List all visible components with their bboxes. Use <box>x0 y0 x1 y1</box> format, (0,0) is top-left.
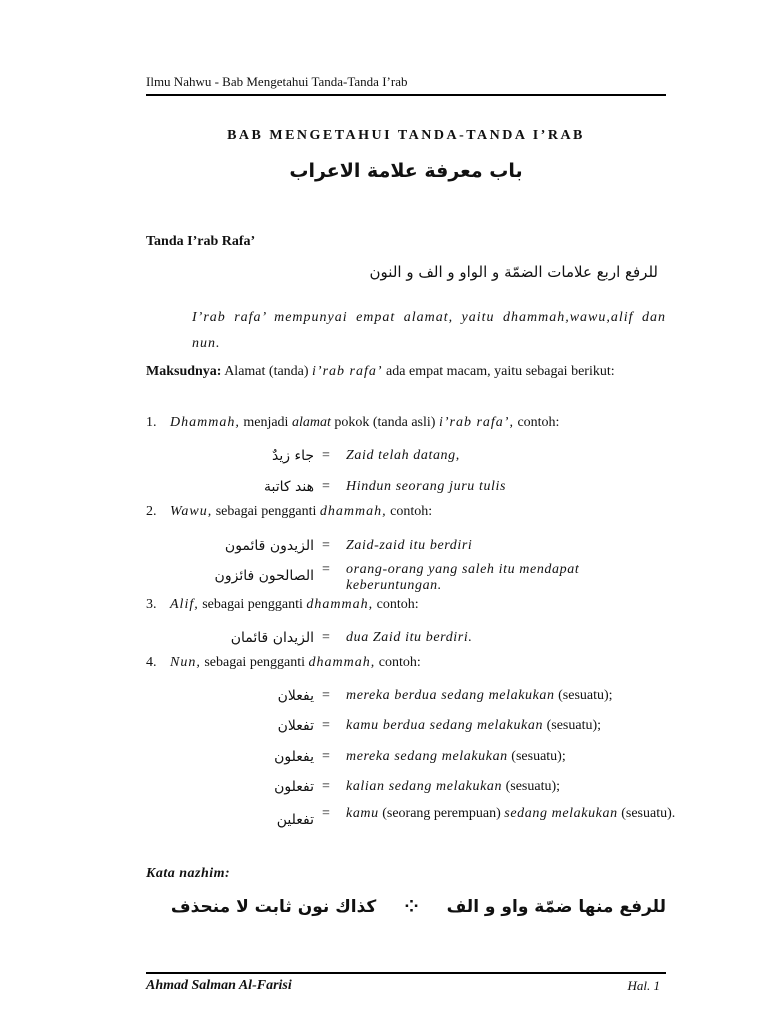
rule-translation: I’rab rafa’ mempunyai empat alamat, yaitu dhammah,wawu,alif dan nun. <box>192 310 666 351</box>
example-equals: = <box>322 749 330 764</box>
example-arabic: هند كاتبة <box>264 479 314 495</box>
item-text: sebagai pengganti <box>200 655 309 670</box>
example-equals: = <box>322 779 330 794</box>
example-row <box>146 806 676 828</box>
example-meaning-wrap <box>346 806 676 822</box>
example-equals: = <box>322 630 330 645</box>
example-arabic: يفعلان <box>277 688 314 704</box>
example-meaning-wrap <box>346 688 676 704</box>
item-term: dhammah, <box>308 655 376 670</box>
nazhim-label: Kata nazhim: <box>146 866 231 881</box>
example-meaning: dua Zaid itu berdiri. <box>346 630 473 645</box>
list-item <box>146 415 559 431</box>
item-text: contoh: <box>375 655 421 670</box>
example-suffix: (sesuatu); <box>507 749 566 764</box>
example-row <box>146 448 666 468</box>
example-row <box>146 749 666 769</box>
example-row <box>146 779 666 799</box>
item-term: Wawu, <box>170 504 213 519</box>
example-meaning-wrap <box>346 749 676 765</box>
example-suffix: (sesuatu); <box>554 688 613 703</box>
example-suffix: (sesuatu). <box>617 806 676 821</box>
item-text: contoh: <box>513 415 560 430</box>
example-equals: = <box>322 479 330 494</box>
item-text: sebagai pengganti <box>198 597 307 612</box>
item-number: 4. <box>146 655 157 670</box>
example-equals: = <box>322 688 330 703</box>
example-arabic: الزيدون قائمون <box>224 538 314 554</box>
example-arabic: يفعلون <box>274 749 314 765</box>
footer-page-number: Hal. 1 <box>627 978 660 993</box>
example-equals: = <box>322 562 330 577</box>
example-arabic: الصالحون فائزون <box>214 568 314 584</box>
list-item <box>146 597 419 613</box>
item-number: 2. <box>146 504 157 519</box>
example-meaning: kamu berdua sedang melakukan <box>346 718 544 733</box>
example-meaning: orang-orang yang saleh itu mendapat keberuntungan. <box>346 562 580 593</box>
explanation-text: Alamat (tanda) <box>221 364 313 379</box>
example-suffix: (sesuatu); <box>502 779 561 794</box>
footer-divider <box>146 972 666 974</box>
example-meaning: mereka berdua sedang melakukan <box>346 688 555 703</box>
explanation-label: Maksudnya: <box>146 364 222 379</box>
item-term: Dhammah, <box>170 415 240 430</box>
explanation-paragraph <box>146 359 666 385</box>
list-item <box>146 655 421 671</box>
example-meaning-wrap <box>346 718 676 734</box>
item-term: Nun, <box>170 655 201 670</box>
item-term: dhammah, <box>319 504 387 519</box>
item-term: dhammah, <box>306 597 374 612</box>
example-row <box>146 479 666 499</box>
running-header: Ilmu Nahwu - Bab Mengetahui Tanda-Tanda I’rab <box>146 74 408 89</box>
item-text: menjadi <box>239 415 292 430</box>
item-text: sebagai pengganti <box>212 504 320 519</box>
item-text: pokok (tanda asli) <box>330 415 439 430</box>
example-middle: (seorang perempuan) <box>378 806 505 821</box>
example-arabic: تفعلين <box>276 812 314 828</box>
arabic-rule-text: للرفع اربع علامات الضمّة و الواو و الف و النون <box>369 263 658 281</box>
example-meaning: kamu <box>346 806 379 821</box>
explanation-term: i’rab rafa’ <box>312 364 383 379</box>
item-number: 1. <box>146 415 157 430</box>
example-suffix: (sesuatu); <box>543 718 602 733</box>
example-meaning: Zaid telah datang, <box>346 448 460 463</box>
example-row <box>146 688 666 708</box>
header-divider <box>146 94 666 96</box>
example-row <box>146 562 666 593</box>
example-meaning: mereka sedang melakukan <box>346 749 508 764</box>
chapter-title-arabic: باب معرفة علامة الاعراب <box>289 160 523 182</box>
item-text: contoh: <box>373 597 419 612</box>
item-term: i’rab rafa’, <box>438 415 514 430</box>
example-equals: = <box>322 448 330 463</box>
example-meaning: Hindun seorang juru tulis <box>346 479 507 494</box>
footer-author: Ahmad Salman Al-Farisi <box>146 978 292 993</box>
item-term: alamat <box>291 415 331 430</box>
example-row <box>146 630 666 650</box>
example-row <box>146 538 666 558</box>
example-arabic: الزيدان قائمان <box>230 630 314 646</box>
nazhim-verse <box>170 897 666 917</box>
example-row <box>146 718 666 738</box>
item-text: contoh: <box>386 504 433 519</box>
section-heading: Tanda I’rab Rafa’ <box>146 234 256 249</box>
nazhim-first-hemistich: للرفع منها ضمّة واو و الف <box>446 897 666 917</box>
example-arabic: تفعلون <box>274 779 314 795</box>
list-item <box>146 504 432 520</box>
verse-separator: ⁘ <box>404 897 419 917</box>
example-equals: = <box>322 806 330 821</box>
example-meaning-wrap <box>346 779 676 795</box>
chapter-title: BAB MENGETAHUI TANDA-TANDA I’RAB <box>227 128 585 143</box>
explanation-text-end: ada empat macam, yaitu sebagai berikut: <box>382 364 615 379</box>
example-equals: = <box>322 538 330 553</box>
nazhim-second-hemistich: كذاك نون ثابت لا منحذف <box>170 897 377 917</box>
example-meaning: kalian sedang melakukan <box>346 779 503 794</box>
example-arabic: تفعلان <box>277 718 314 734</box>
example-equals: = <box>322 718 330 733</box>
example-arabic: جاء زيدٌ <box>272 448 314 464</box>
example-meaning-2: sedang melakukan <box>504 806 618 821</box>
example-meaning: Zaid-zaid itu berdiri <box>346 538 473 553</box>
item-term: Alif, <box>170 597 199 612</box>
item-number: 3. <box>146 597 157 612</box>
